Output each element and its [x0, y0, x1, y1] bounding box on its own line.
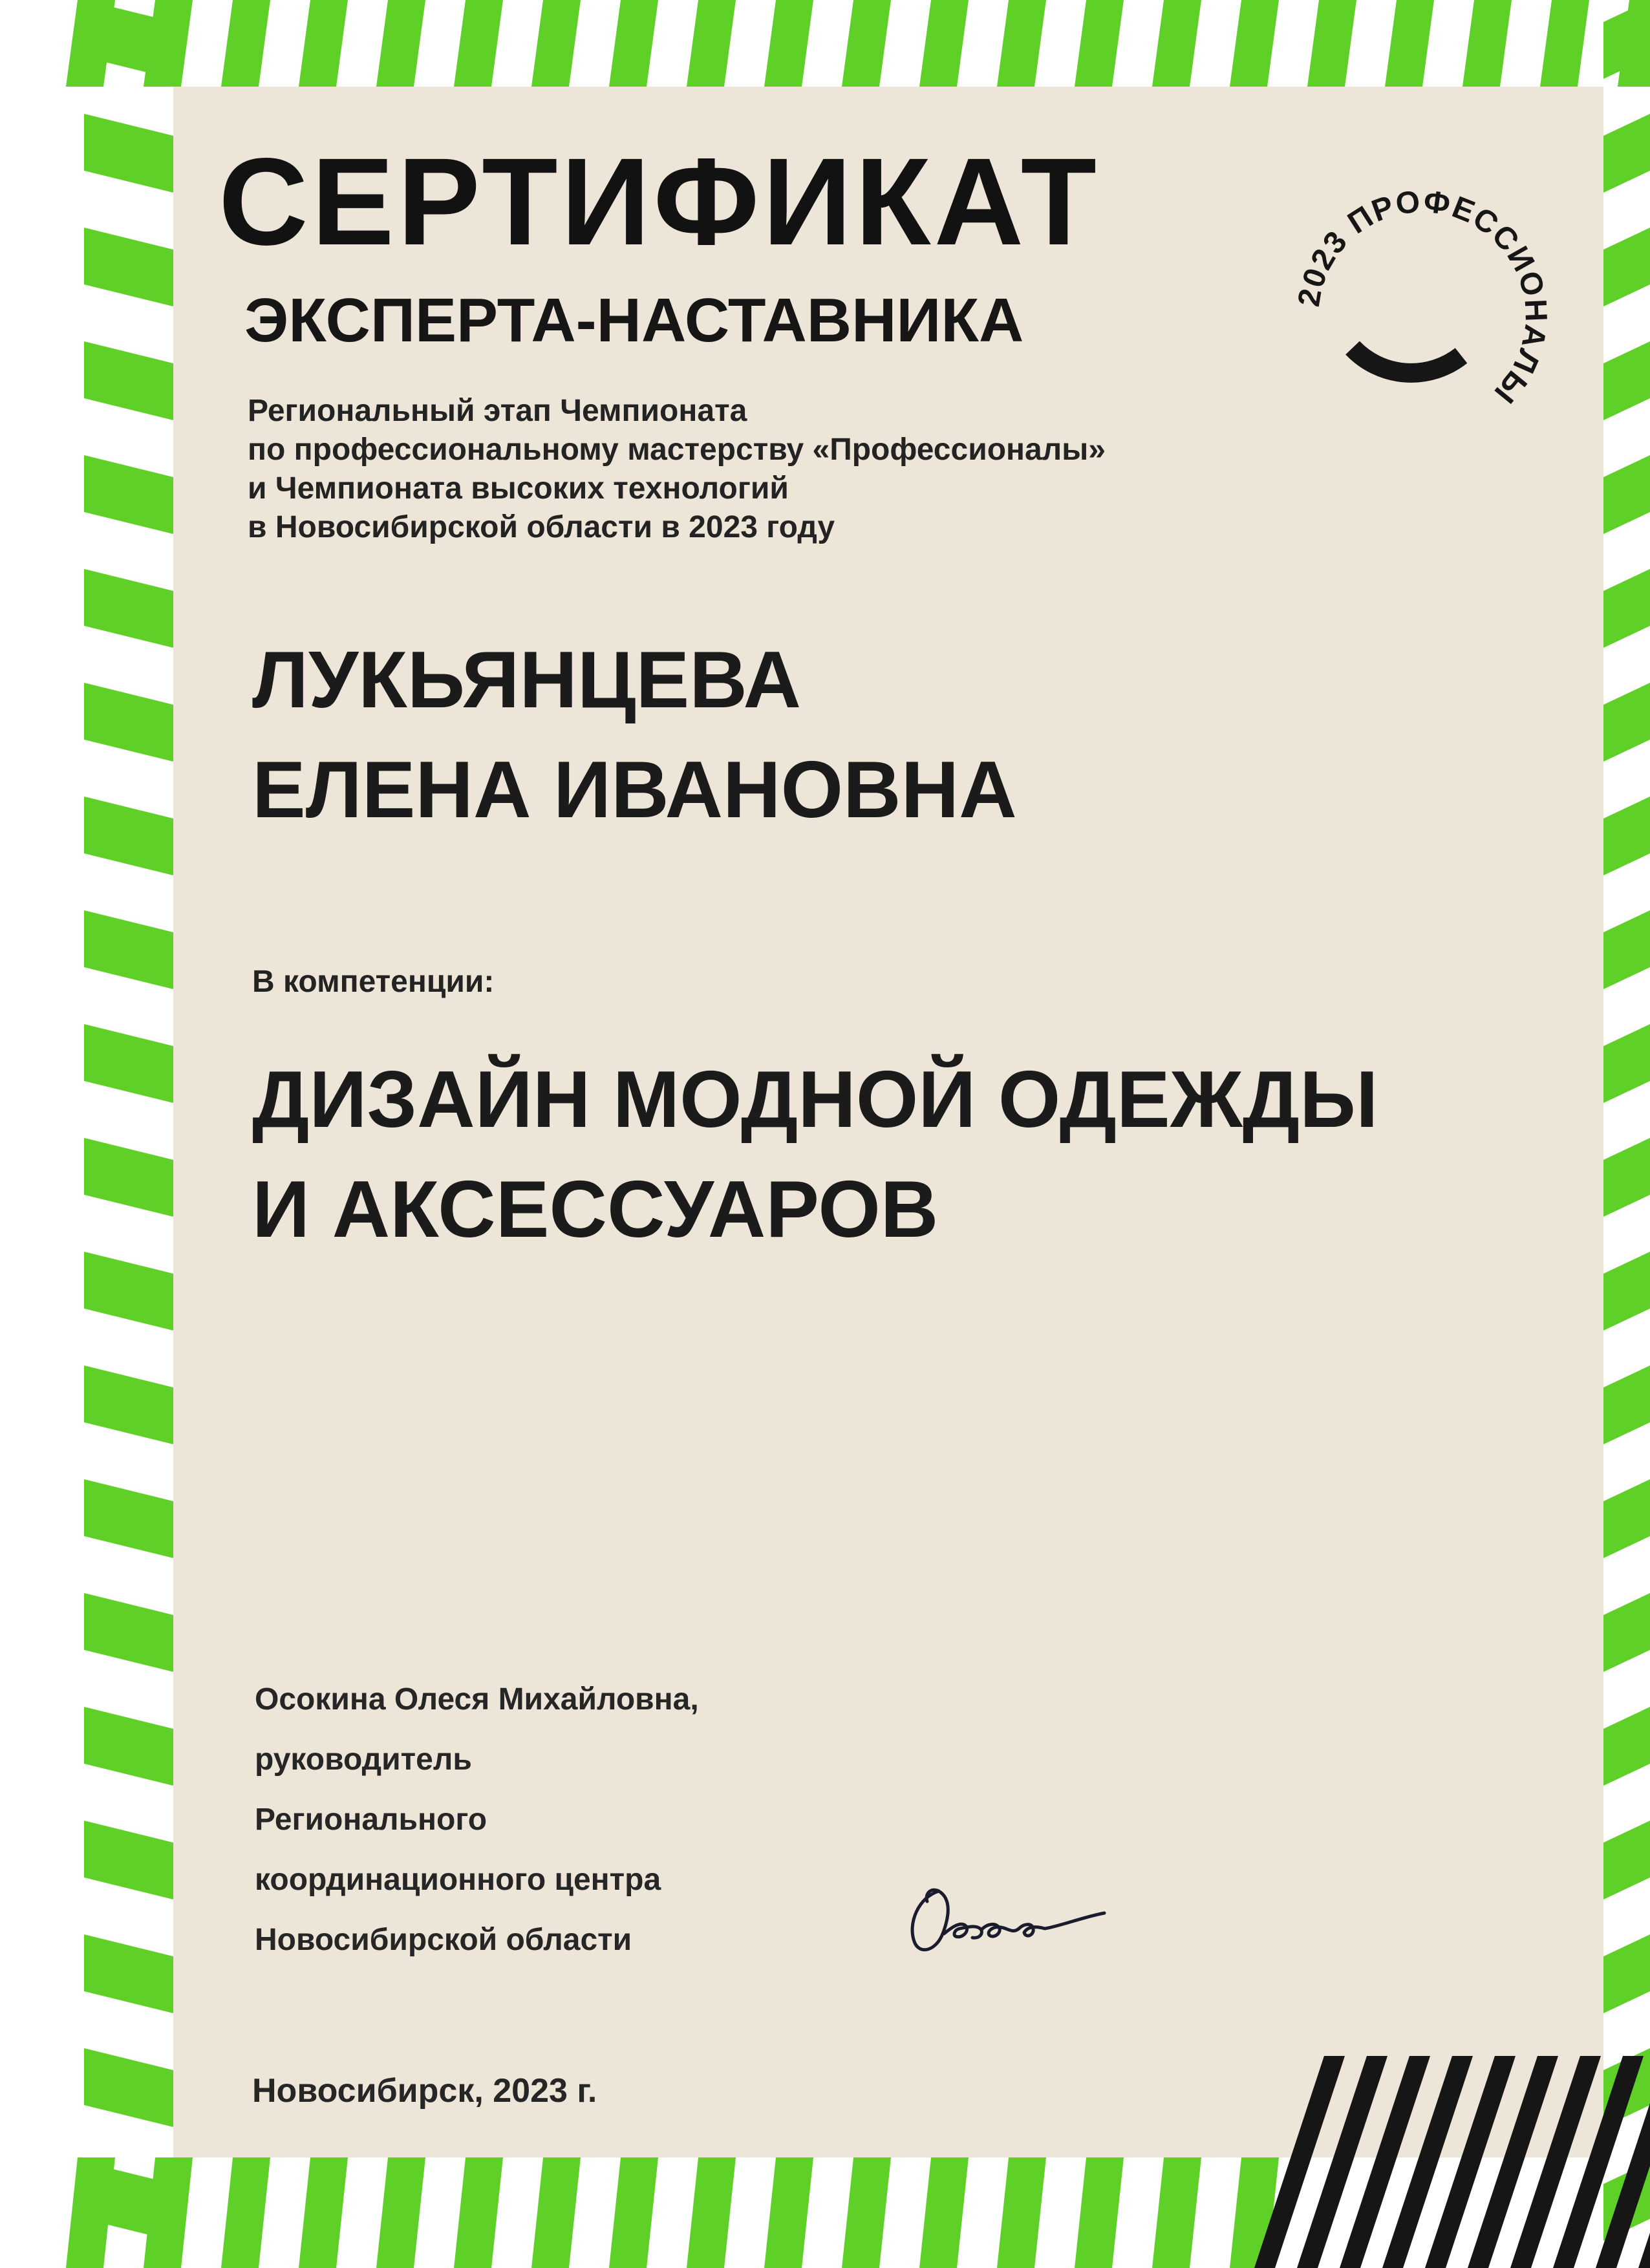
competence-line: ДИЗАЙН МОДНОЙ ОДЕЖДЫ [252, 1055, 1378, 1144]
corner-stripe [1468, 2056, 1558, 2268]
recipient-surname: ЛУКЬЯНЦЕВА [252, 636, 802, 725]
corner-stripe [1340, 2056, 1430, 2268]
certificate-title: СЕРТИФИКАТ [219, 132, 1100, 271]
event-description [248, 392, 1106, 547]
event-line: в Новосибирской области в 2023 году [248, 510, 835, 544]
corner-stripe [1553, 2056, 1644, 2268]
corner-stripe [1382, 2056, 1473, 2268]
signer-line: Регионального [255, 1803, 488, 1837]
certificate-subtitle: ЭКСПЕРТА-НАСТАВНИКА [244, 286, 1024, 355]
place-and-date: Новосибирск, 2023 г. [252, 2072, 597, 2110]
event-line: по профессиональному мастерству «Профессионалы» [248, 433, 1106, 467]
professionals-ring-logo-icon [1267, 149, 1565, 446]
signer-line: руководитель [255, 1742, 472, 1777]
competence-name [252, 1045, 1378, 1265]
corner-stripe [1510, 2056, 1601, 2268]
event-line: Региональный этап Чемпионата [248, 394, 747, 428]
event-line: и Чемпионата высоких технологий [248, 471, 789, 506]
logo-ring-text: 2023 ПРОФЕССИОНАЛЫ [1291, 184, 1554, 411]
signer-line: Новосибирской области [255, 1923, 632, 1957]
signer-block [255, 1669, 699, 1970]
recipient-name [252, 625, 1017, 845]
handwritten-signature-icon [899, 1872, 1112, 1969]
competence-line: И АКСЕССУАРОВ [252, 1165, 939, 1254]
corner-stripe [1297, 2056, 1388, 2268]
corner-stripe [1425, 2056, 1516, 2268]
competence-label: В компетенции: [252, 965, 495, 999]
signer-line: Осокина Олеся Михайловна, [255, 1682, 699, 1717]
recipient-given-names: ЕЛЕНА ИВАНОВНА [252, 745, 1017, 835]
corner-stripe [1254, 2056, 1345, 2268]
signer-line: координационного центра [255, 1863, 661, 1897]
